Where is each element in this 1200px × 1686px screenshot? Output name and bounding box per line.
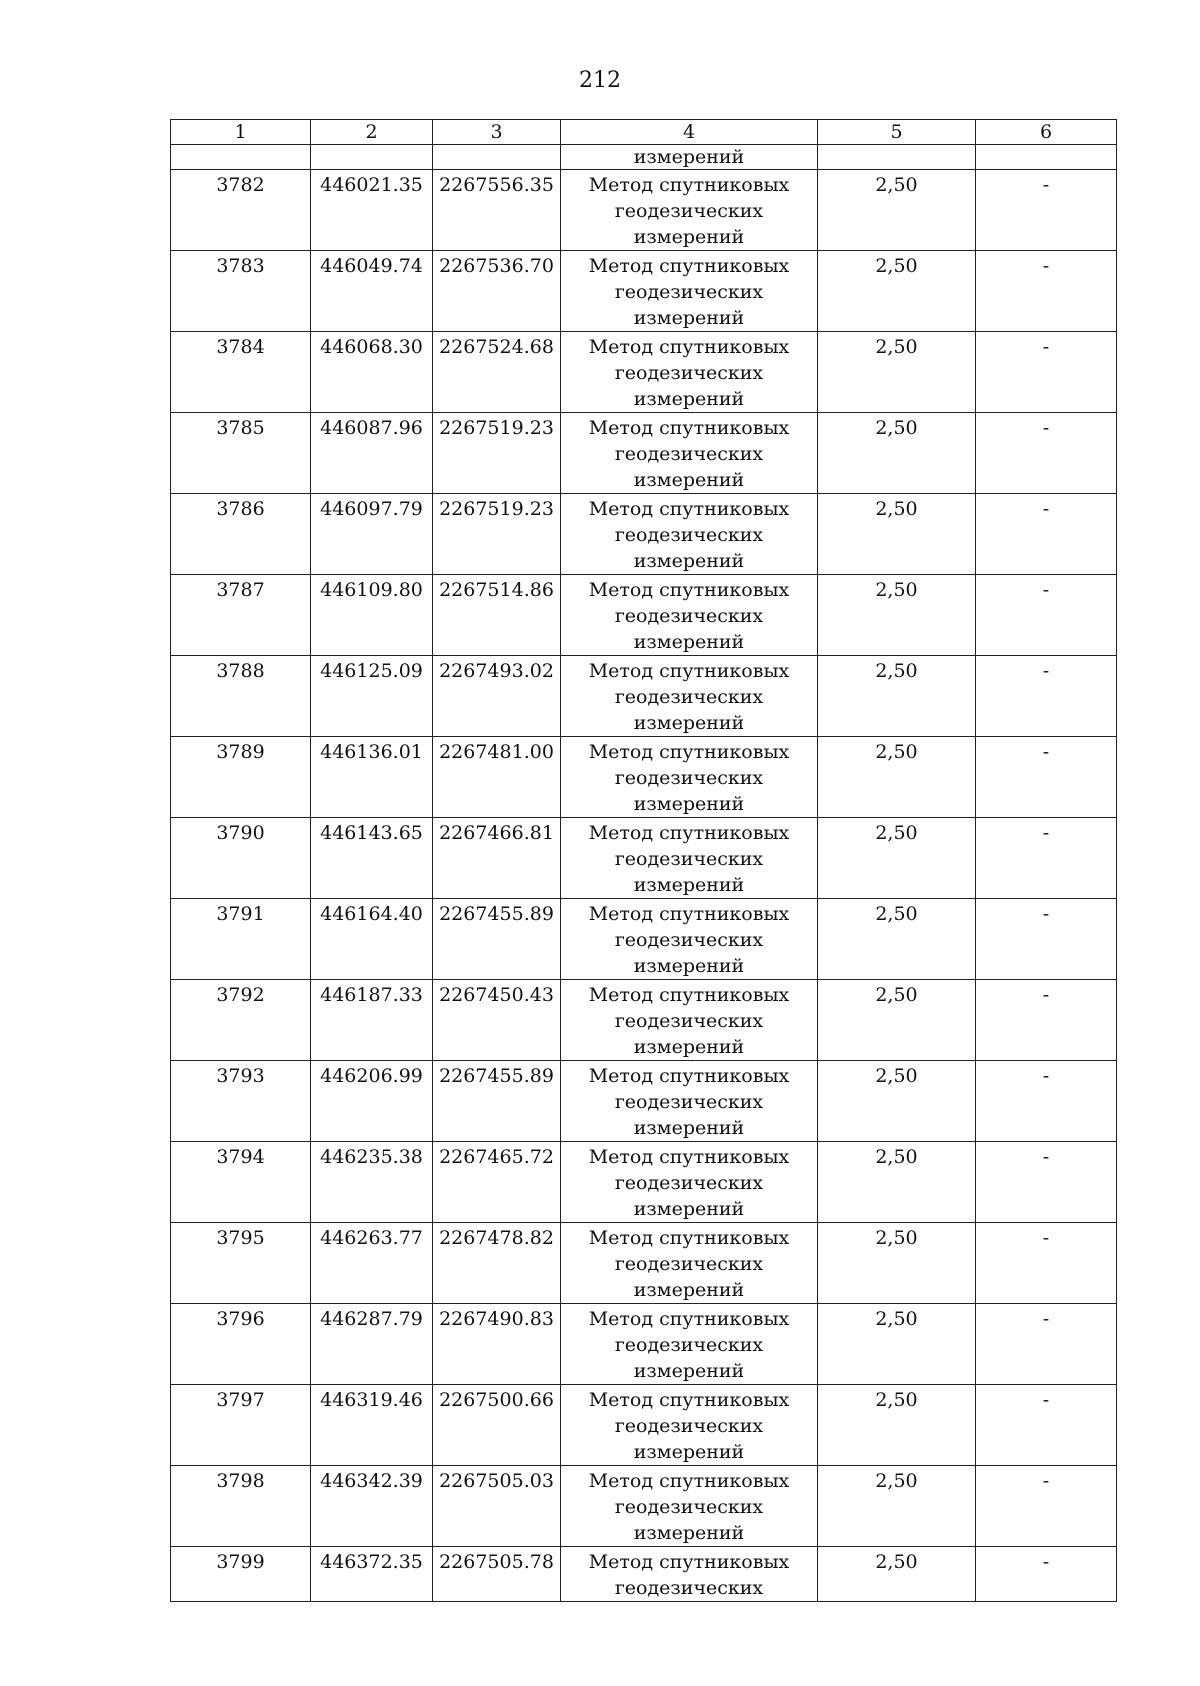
y-coordinate-cell: 2267481.00 <box>433 737 561 818</box>
point-number-cell: 3785 <box>171 413 311 494</box>
method-cell: Метод спутниковых геодезических измерений <box>561 1142 818 1223</box>
y-coordinate-cell: 2267490.83 <box>433 1304 561 1385</box>
note-cell: - <box>976 737 1117 818</box>
empty-cell <box>433 145 561 170</box>
y-coordinate-cell: 2267450.43 <box>433 980 561 1061</box>
x-coordinate-cell: 446187.33 <box>311 980 433 1061</box>
method-cell: Метод спутниковых геодезических измерений <box>561 1466 818 1547</box>
column-header: 4 <box>561 120 818 145</box>
method-cell: Метод спутниковых геодезических измерений <box>561 332 818 413</box>
note-cell: - <box>976 1061 1117 1142</box>
point-number-cell: 3783 <box>171 251 311 332</box>
note-cell: - <box>976 332 1117 413</box>
note-cell: - <box>976 575 1117 656</box>
table-row <box>171 251 1117 332</box>
table-row <box>171 170 1117 251</box>
method-cell: Метод спутниковых геодезических измерений <box>561 494 818 575</box>
x-coordinate-cell: 446164.40 <box>311 899 433 980</box>
accuracy-cell: 2,50 <box>818 494 976 575</box>
empty-cell <box>976 145 1117 170</box>
method-cell: Метод спутниковых геодезических измерений <box>561 1385 818 1466</box>
table-row <box>171 980 1117 1061</box>
x-coordinate-cell: 446143.65 <box>311 818 433 899</box>
point-number-cell: 3796 <box>171 1304 311 1385</box>
x-coordinate-cell: 446263.77 <box>311 1223 433 1304</box>
x-coordinate-cell: 446136.01 <box>311 737 433 818</box>
point-number-cell: 3788 <box>171 656 311 737</box>
y-coordinate-cell: 2267514.86 <box>433 575 561 656</box>
point-number-cell: 3799 <box>171 1547 311 1602</box>
empty-cell <box>171 145 311 170</box>
x-coordinate-cell: 446125.09 <box>311 656 433 737</box>
accuracy-cell: 2,50 <box>818 1547 976 1602</box>
empty-cell <box>311 145 433 170</box>
point-number-cell: 3793 <box>171 1061 311 1142</box>
note-cell: - <box>976 413 1117 494</box>
y-coordinate-cell: 2267493.02 <box>433 656 561 737</box>
x-coordinate-cell: 446097.79 <box>311 494 433 575</box>
accuracy-cell: 2,50 <box>818 1385 976 1466</box>
accuracy-cell: 2,50 <box>818 818 976 899</box>
note-cell: - <box>976 1385 1117 1466</box>
table-row <box>171 1304 1117 1385</box>
y-coordinate-cell: 2267455.89 <box>433 1061 561 1142</box>
method-cell: Метод спутниковых геодезических измерений <box>561 575 818 656</box>
y-coordinate-cell: 2267536.70 <box>433 251 561 332</box>
continuation-text: измерений <box>561 145 818 170</box>
point-number-cell: 3792 <box>171 980 311 1061</box>
note-cell: - <box>976 1142 1117 1223</box>
table-row <box>171 575 1117 656</box>
note-cell: - <box>976 251 1117 332</box>
x-coordinate-cell: 446049.74 <box>311 251 433 332</box>
point-number-cell: 3790 <box>171 818 311 899</box>
accuracy-cell: 2,50 <box>818 413 976 494</box>
method-cell: Метод спутниковых геодезических измерений <box>561 818 818 899</box>
accuracy-cell: 2,50 <box>818 1304 976 1385</box>
y-coordinate-cell: 2267524.68 <box>433 332 561 413</box>
method-cell: Метод спутниковых геодезических измерений <box>561 1223 818 1304</box>
table-row <box>171 1223 1117 1304</box>
note-cell: - <box>976 818 1117 899</box>
y-coordinate-cell: 2267500.66 <box>433 1385 561 1466</box>
note-cell: - <box>976 980 1117 1061</box>
table-row <box>171 413 1117 494</box>
method-cell: Метод спутниковых геодезических измерений <box>561 1061 818 1142</box>
point-number-cell: 3791 <box>171 899 311 980</box>
column-header: 6 <box>976 120 1117 145</box>
accuracy-cell: 2,50 <box>818 251 976 332</box>
point-number-cell: 3782 <box>171 170 311 251</box>
x-coordinate-cell: 446087.96 <box>311 413 433 494</box>
point-number-cell: 3787 <box>171 575 311 656</box>
table-row <box>171 1547 1117 1602</box>
x-coordinate-cell: 446068.30 <box>311 332 433 413</box>
accuracy-cell: 2,50 <box>818 656 976 737</box>
note-cell: - <box>976 656 1117 737</box>
point-number-cell: 3784 <box>171 332 311 413</box>
accuracy-cell: 2,50 <box>818 1142 976 1223</box>
accuracy-cell: 2,50 <box>818 170 976 251</box>
y-coordinate-cell: 2267478.82 <box>433 1223 561 1304</box>
page-number: 212 <box>579 68 621 93</box>
table-row <box>171 494 1117 575</box>
y-coordinate-cell: 2267519.23 <box>433 494 561 575</box>
column-header: 3 <box>433 120 561 145</box>
y-coordinate-cell: 2267465.72 <box>433 1142 561 1223</box>
note-cell: - <box>976 1547 1117 1602</box>
method-cell: Метод спутниковых геодезических измерений <box>561 413 818 494</box>
note-cell: - <box>976 1466 1117 1547</box>
point-number-cell: 3786 <box>171 494 311 575</box>
table-row <box>171 818 1117 899</box>
point-number-cell: 3797 <box>171 1385 311 1466</box>
accuracy-cell: 2,50 <box>818 980 976 1061</box>
empty-cell <box>818 145 976 170</box>
point-number-cell: 3789 <box>171 737 311 818</box>
column-header: 1 <box>171 120 311 145</box>
table-row <box>171 1061 1117 1142</box>
y-coordinate-cell: 2267556.35 <box>433 170 561 251</box>
point-number-cell: 3794 <box>171 1142 311 1223</box>
accuracy-cell: 2,50 <box>818 1223 976 1304</box>
point-number-cell: 3795 <box>171 1223 311 1304</box>
point-number-cell: 3798 <box>171 1466 311 1547</box>
x-coordinate-cell: 446235.38 <box>311 1142 433 1223</box>
method-cell: Метод спутниковых геодезических измерений <box>561 899 818 980</box>
table-row <box>171 1466 1117 1547</box>
method-cell: Метод спутниковых геодезических измерений <box>561 656 818 737</box>
method-cell: Метод спутниковых геодезических измерений <box>561 980 818 1061</box>
x-coordinate-cell: 446342.39 <box>311 1466 433 1547</box>
method-cell: Метод спутниковых геодезических измерений <box>561 1304 818 1385</box>
x-coordinate-cell: 446021.35 <box>311 170 433 251</box>
coordinates-table <box>170 119 1117 1602</box>
column-header: 2 <box>311 120 433 145</box>
y-coordinate-cell: 2267519.23 <box>433 413 561 494</box>
accuracy-cell: 2,50 <box>818 737 976 818</box>
y-coordinate-cell: 2267505.03 <box>433 1466 561 1547</box>
accuracy-cell: 2,50 <box>818 1061 976 1142</box>
accuracy-cell: 2,50 <box>818 575 976 656</box>
column-header: 5 <box>818 120 976 145</box>
method-cell: Метод спутниковых геодезических измерений <box>561 251 818 332</box>
table-row <box>171 1142 1117 1223</box>
note-cell: - <box>976 1304 1117 1385</box>
x-coordinate-cell: 446109.80 <box>311 575 433 656</box>
x-coordinate-cell: 446287.79 <box>311 1304 433 1385</box>
accuracy-cell: 2,50 <box>818 332 976 413</box>
table-row <box>171 656 1117 737</box>
table-row <box>171 332 1117 413</box>
note-cell: - <box>976 494 1117 575</box>
method-cell: Метод спутниковых геодезических измерений <box>561 170 818 251</box>
method-cell: Метод спутниковых геодезических <box>561 1547 818 1602</box>
continuation-row <box>171 145 1117 170</box>
x-coordinate-cell: 446372.35 <box>311 1547 433 1602</box>
note-cell: - <box>976 899 1117 980</box>
x-coordinate-cell: 446206.99 <box>311 1061 433 1142</box>
method-cell: Метод спутниковых геодезических измерений <box>561 737 818 818</box>
table-header-row <box>171 120 1117 145</box>
y-coordinate-cell: 2267455.89 <box>433 899 561 980</box>
y-coordinate-cell: 2267505.78 <box>433 1547 561 1602</box>
y-coordinate-cell: 2267466.81 <box>433 818 561 899</box>
accuracy-cell: 2,50 <box>818 899 976 980</box>
note-cell: - <box>976 170 1117 251</box>
note-cell: - <box>976 1223 1117 1304</box>
table-row <box>171 737 1117 818</box>
x-coordinate-cell: 446319.46 <box>311 1385 433 1466</box>
accuracy-cell: 2,50 <box>818 1466 976 1547</box>
table-row <box>171 1385 1117 1466</box>
table-row <box>171 899 1117 980</box>
